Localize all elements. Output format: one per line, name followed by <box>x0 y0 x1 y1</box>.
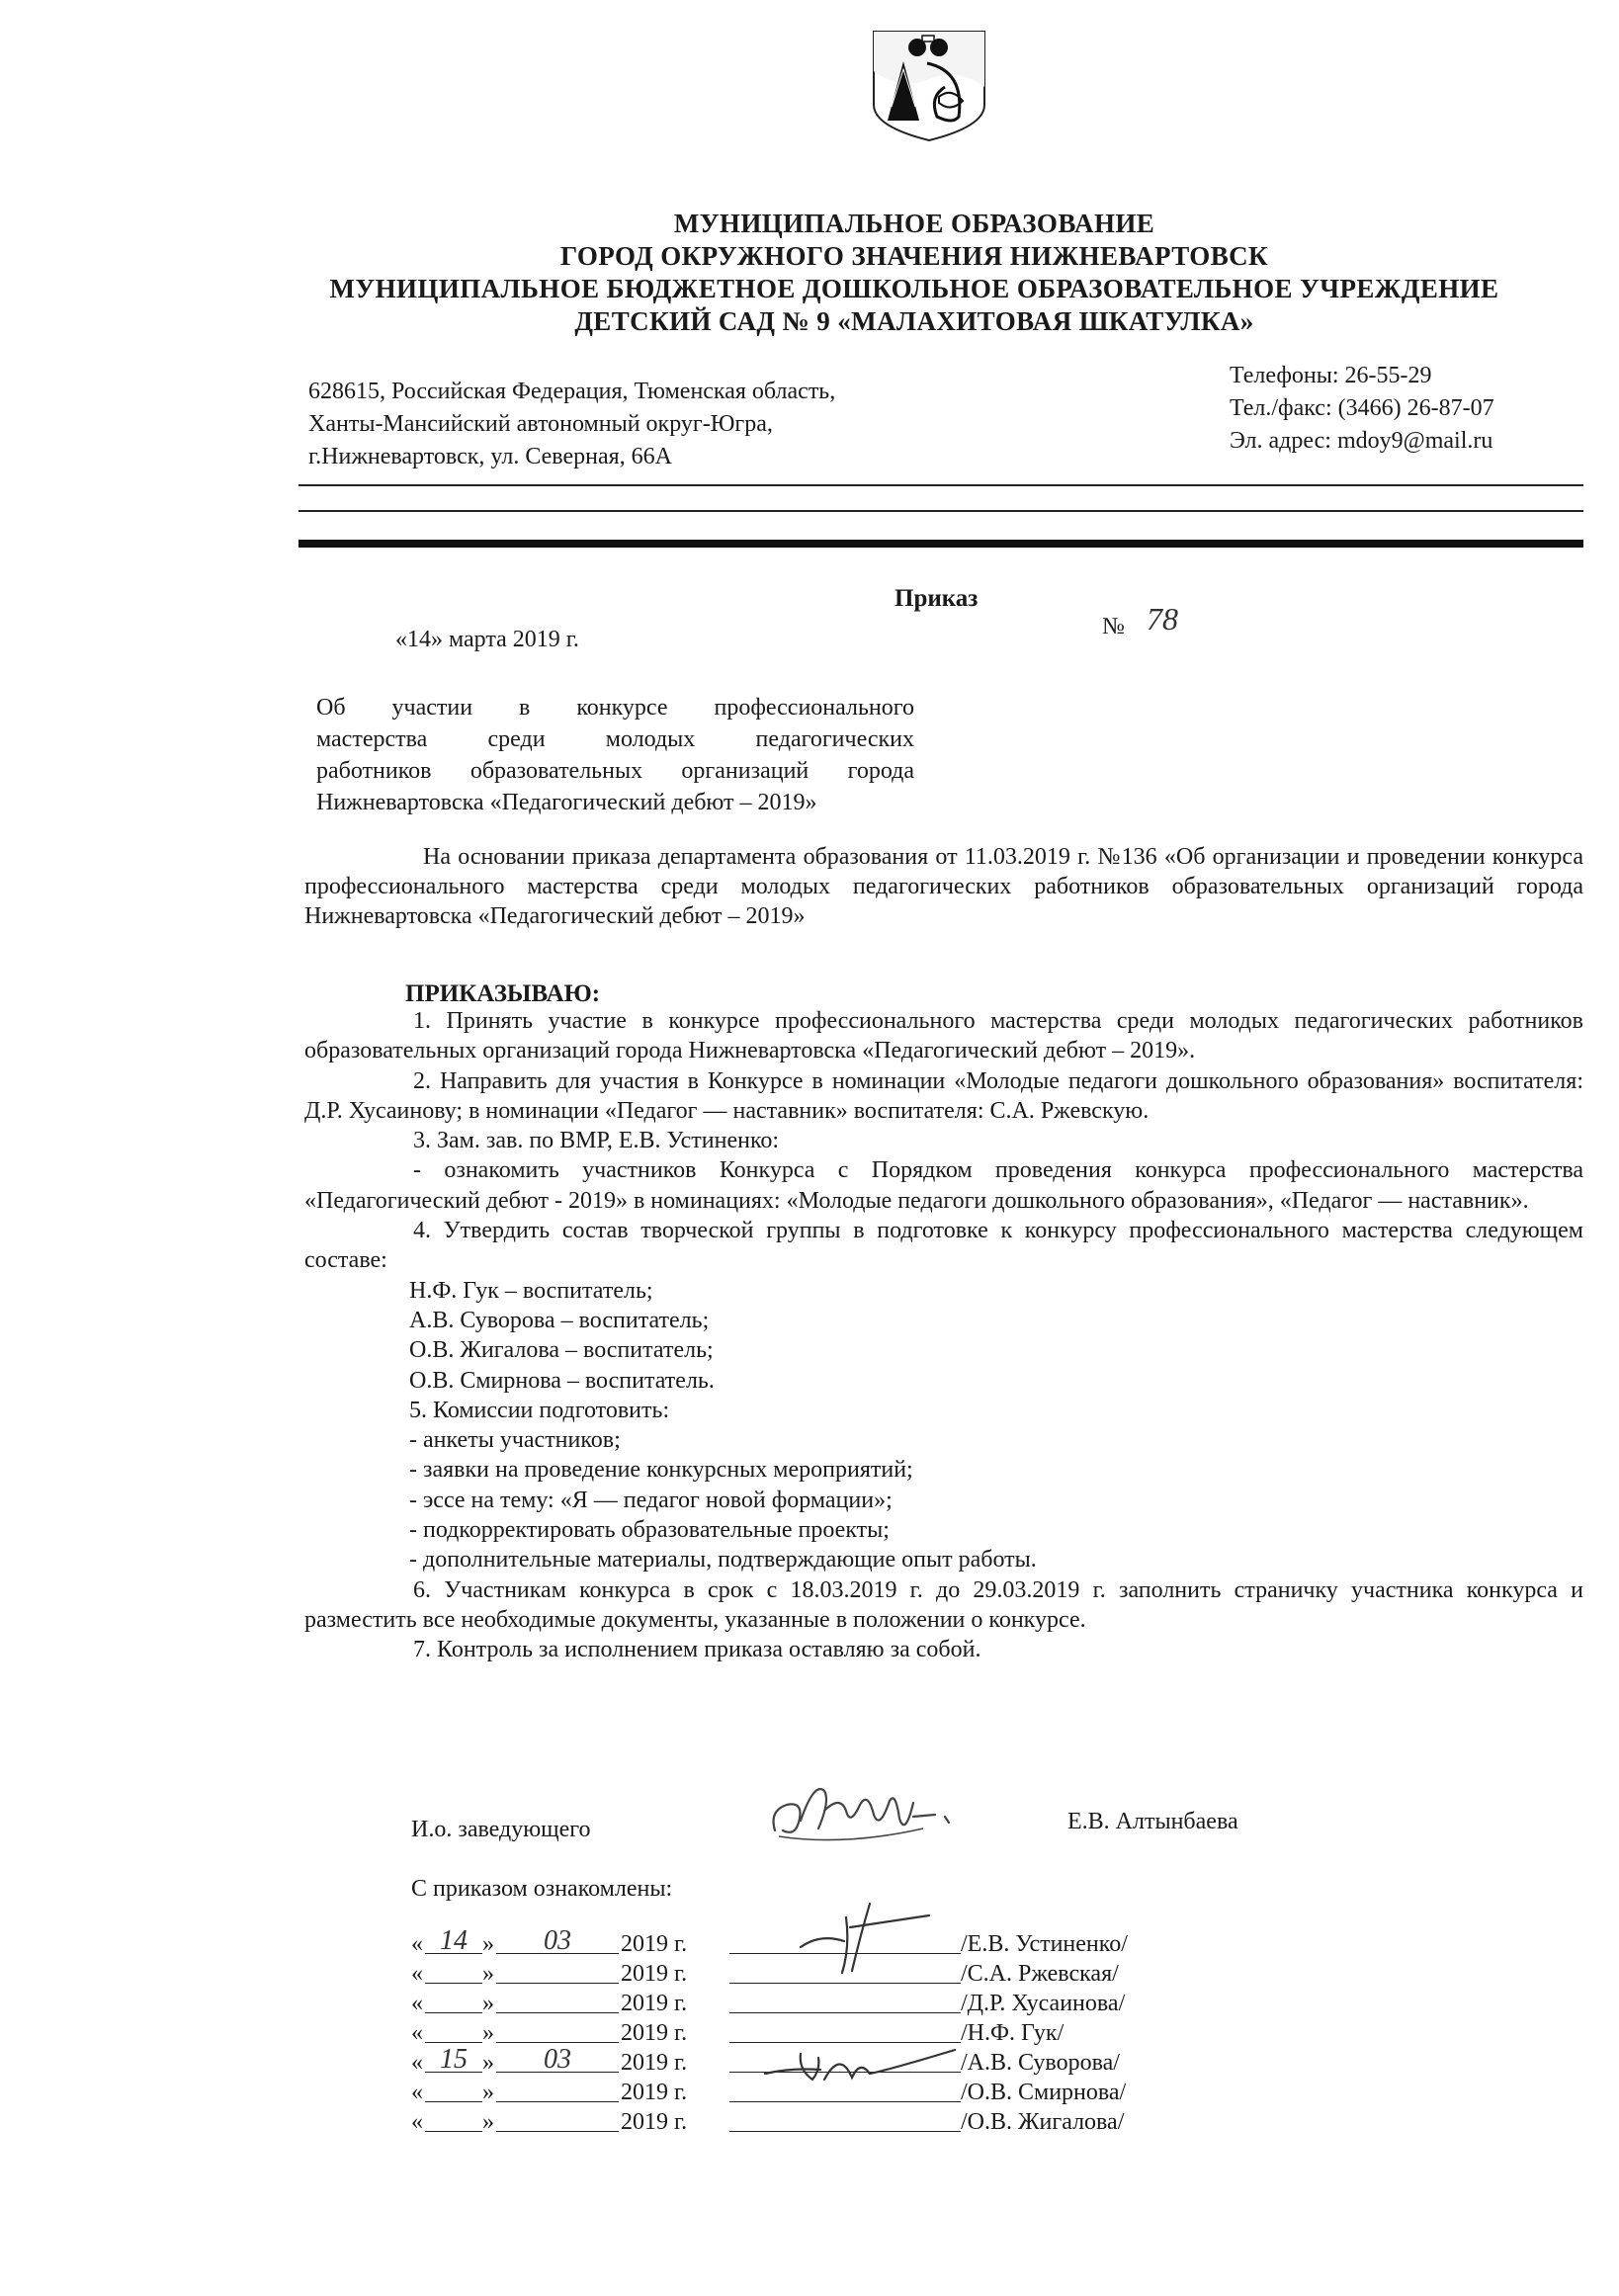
divider-thick <box>298 540 1583 548</box>
ack-person: /О.В. Смирнова/ <box>961 2080 1127 2105</box>
quote-close: » <box>482 2080 494 2105</box>
order-item-5-task: - анкеты участников; <box>409 1427 621 1454</box>
order-item-3-detail: - ознакомить участников Конкурса с Порядком проведения конкурса профессионального мастерства «Педагогический дебют - 2019» в номинациях: «Молодые педагоги дошкольного образования», «Педагог — наставник». <box>304 1157 1583 1214</box>
quote-close: » <box>482 1991 494 2016</box>
header-line-municipality: МУНИЦИПАЛЬНОЕ ОБРАЗОВАНИЕ <box>673 209 1155 238</box>
ack-month <box>496 2018 619 2043</box>
order-basis-paragraph: На основании приказа департамента образования от 11.03.2019 г. №136 «Об организации и проведении конкурса профессионального мастерства среди молодых педагогических работников образовательных организаций города Нижневартовска «Педагогический дебют – 2019» <box>304 844 1583 929</box>
quote-close: » <box>482 2020 494 2046</box>
ack-year: 2019 г. <box>621 2020 688 2046</box>
ack-month <box>496 1989 619 2013</box>
signature-line <box>729 1989 961 2013</box>
address-line: Ханты-Мансийский автономный округ-Югра, <box>308 411 773 437</box>
group-member: О.В. Жигалова – воспитатель; <box>409 1337 714 1364</box>
ack-month <box>496 2107 619 2132</box>
contact-phone: Телефоны: 26-55-29 <box>1230 363 1432 388</box>
quote-open: « <box>411 1991 423 2016</box>
order-item-2: 2. Направить для участия в Конкурсе в номинации «Молодые педагоги дошкольного образования» воспитателя: Д.Р. Хусаинову; в номинации «Педагог — наставник» воспитателя: С.А. Ржевскую. <box>304 1067 1583 1124</box>
ack-year: 2019 г. <box>621 1991 688 2016</box>
order-number-handwritten: 78 <box>1147 601 1178 637</box>
ack-year: 2019 г. <box>621 2050 688 2076</box>
divider-thin-middle <box>298 510 1583 512</box>
ack-day <box>425 2107 482 2132</box>
ack-person: /Н.Ф. Гук/ <box>961 2020 1065 2046</box>
institution-header <box>297 208 1532 338</box>
group-member: О.В. Смирнова – воспитатель. <box>409 1367 715 1394</box>
order-items <box>304 1006 1583 1665</box>
ack-month <box>496 1959 619 1984</box>
signature-line <box>729 2078 961 2102</box>
address-line: г.Нижневартовск, ул. Северная, 66А <box>308 444 673 469</box>
subject-line: Нижневартовска «Педагогический дебют – 2019» <box>316 790 817 815</box>
order-item-3: 3. Зам. зав. по ВМР, Е.В. Устиненко: <box>413 1128 780 1154</box>
signatory-name: Е.В. Алтынбаева <box>1067 1809 1238 1834</box>
order-title: Приказ <box>895 585 979 612</box>
group-member: А.В. Суворова – воспитатель; <box>409 1307 710 1333</box>
signature-line <box>729 2018 961 2043</box>
signatory-role: И.о. заведующего <box>411 1817 591 1842</box>
head-signature-mark <box>765 1771 963 1850</box>
divider-thin-top <box>298 484 1583 486</box>
contact-email: Эл. адрес: mdoy9@mail.ru <box>1230 428 1493 454</box>
ack-month: 03 <box>496 2048 619 2073</box>
address-line: 628615, Российская Федерация, Тюменская область, <box>308 379 836 404</box>
ack-person: /А.В. Суворова/ <box>961 2050 1120 2076</box>
quote-open: « <box>411 1931 423 1957</box>
subject-line: работников образовательных организаций города <box>316 758 914 784</box>
ack-year: 2019 г. <box>621 2080 688 2105</box>
order-date: «14» марта 2019 г. <box>395 627 579 652</box>
ack-day: 15 <box>425 2048 482 2073</box>
quote-open: « <box>411 2109 423 2135</box>
ack-year: 2019 г. <box>621 1931 688 1957</box>
ack-year: 2019 г. <box>621 2109 688 2135</box>
ack-day <box>425 1989 482 2013</box>
order-item-1: 1. Принять участие в конкурсе профессионального мастерства среди молодых педагогических работников образовательных организаций города Нижневартовска «Педагогический дебют – 2019». <box>304 1008 1583 1064</box>
coat-of-arms-emblem <box>868 28 990 144</box>
ack-person: /Е.В. Устиненко/ <box>961 1931 1128 1957</box>
quote-open: « <box>411 2080 423 2105</box>
order-item-5-task: - заявки на проведение конкурсных мероприятий; <box>409 1457 913 1484</box>
order-subject <box>316 692 914 818</box>
contacts-block <box>1230 360 1494 458</box>
signature-line <box>729 2107 961 2132</box>
quote-open: « <box>411 2050 423 2076</box>
contact-fax: Тел./факс: (3466) 26-87-07 <box>1230 395 1494 421</box>
order-item-6: 6. Участникам конкурса в срок с 18.03.2019 г. до 29.03.2019 г. заполнить страничку участника конкурса и разместить все необходимые документы, указанные в положении о конкурсе. <box>304 1576 1583 1633</box>
ack-person: /О.В. Жигалова/ <box>961 2109 1125 2135</box>
quote-open: « <box>411 2020 423 2046</box>
order-item-4: 4. Утвердить состав творческой группы в подготовке к конкурсу профессионального мастерства следующем составе: <box>304 1218 1583 1274</box>
group-member: Н.Ф. Гук – воспитатель; <box>409 1277 653 1304</box>
quote-close: » <box>482 2050 494 2076</box>
order-item-5-task: - дополнительные материалы, подтверждающие опыт работы. <box>409 1547 1037 1573</box>
acknowledgement-title: С приказом ознакомлены: <box>411 1876 673 1902</box>
header-line-city: ГОРОД ОКРУЖНОГО ЗНАЧЕНИЯ НИЖНЕВАРТОВСК <box>559 241 1268 271</box>
subject-line: Об участии в конкурсе профессионального <box>316 695 914 721</box>
order-item-5: 5. Комиссии подготовить: <box>409 1397 670 1423</box>
order-item-5-task: - эссе на тему: «Я — педагог новой формации»; <box>409 1487 893 1513</box>
header-line-kindergarten: ДЕТСКИЙ САД № 9 «МАЛАХИТОВАЯ ШКАТУЛКА» <box>574 306 1254 336</box>
ack-month: 03 <box>496 1929 619 1954</box>
quote-close: » <box>482 2109 494 2135</box>
quote-close: » <box>482 1931 494 1957</box>
decree-heading: ПРИКАЗЫВАЮ: <box>405 980 601 1007</box>
ack-year: 2019 г. <box>621 1961 688 1987</box>
signature-line <box>729 1929 961 1954</box>
ack-day <box>425 2018 482 2043</box>
signature-line <box>729 2048 961 2073</box>
quote-open: « <box>411 1961 423 1987</box>
ack-day <box>425 2078 482 2102</box>
subject-line: мастерства среди молодых педагогических <box>316 726 914 752</box>
order-item-7: 7. Контроль за исполнением приказа оставляю за собой. <box>413 1637 981 1663</box>
head-signature-row <box>411 1809 1400 1868</box>
ack-person: /Д.Р. Хусаинова/ <box>961 1991 1126 2016</box>
quote-close: » <box>482 1961 494 1987</box>
order-number-label: № <box>1102 614 1125 639</box>
address-block <box>308 376 835 473</box>
ack-day <box>425 1959 482 1984</box>
ack-person: /С.А. Ржевская/ <box>961 1961 1119 1987</box>
ack-day: 14 <box>425 1929 482 1954</box>
order-item-5-task: - подкорректировать образовательные проекты; <box>409 1517 890 1544</box>
signature-line <box>729 1959 961 1984</box>
header-line-institution: МУНИЦИПАЛЬНОЕ БЮДЖЕТНОЕ ДОШКОЛЬНОЕ ОБРАЗОВАТЕЛЬНОЕ УЧРЕЖДЕНИЕ <box>329 274 1499 303</box>
ack-month <box>496 2078 619 2102</box>
